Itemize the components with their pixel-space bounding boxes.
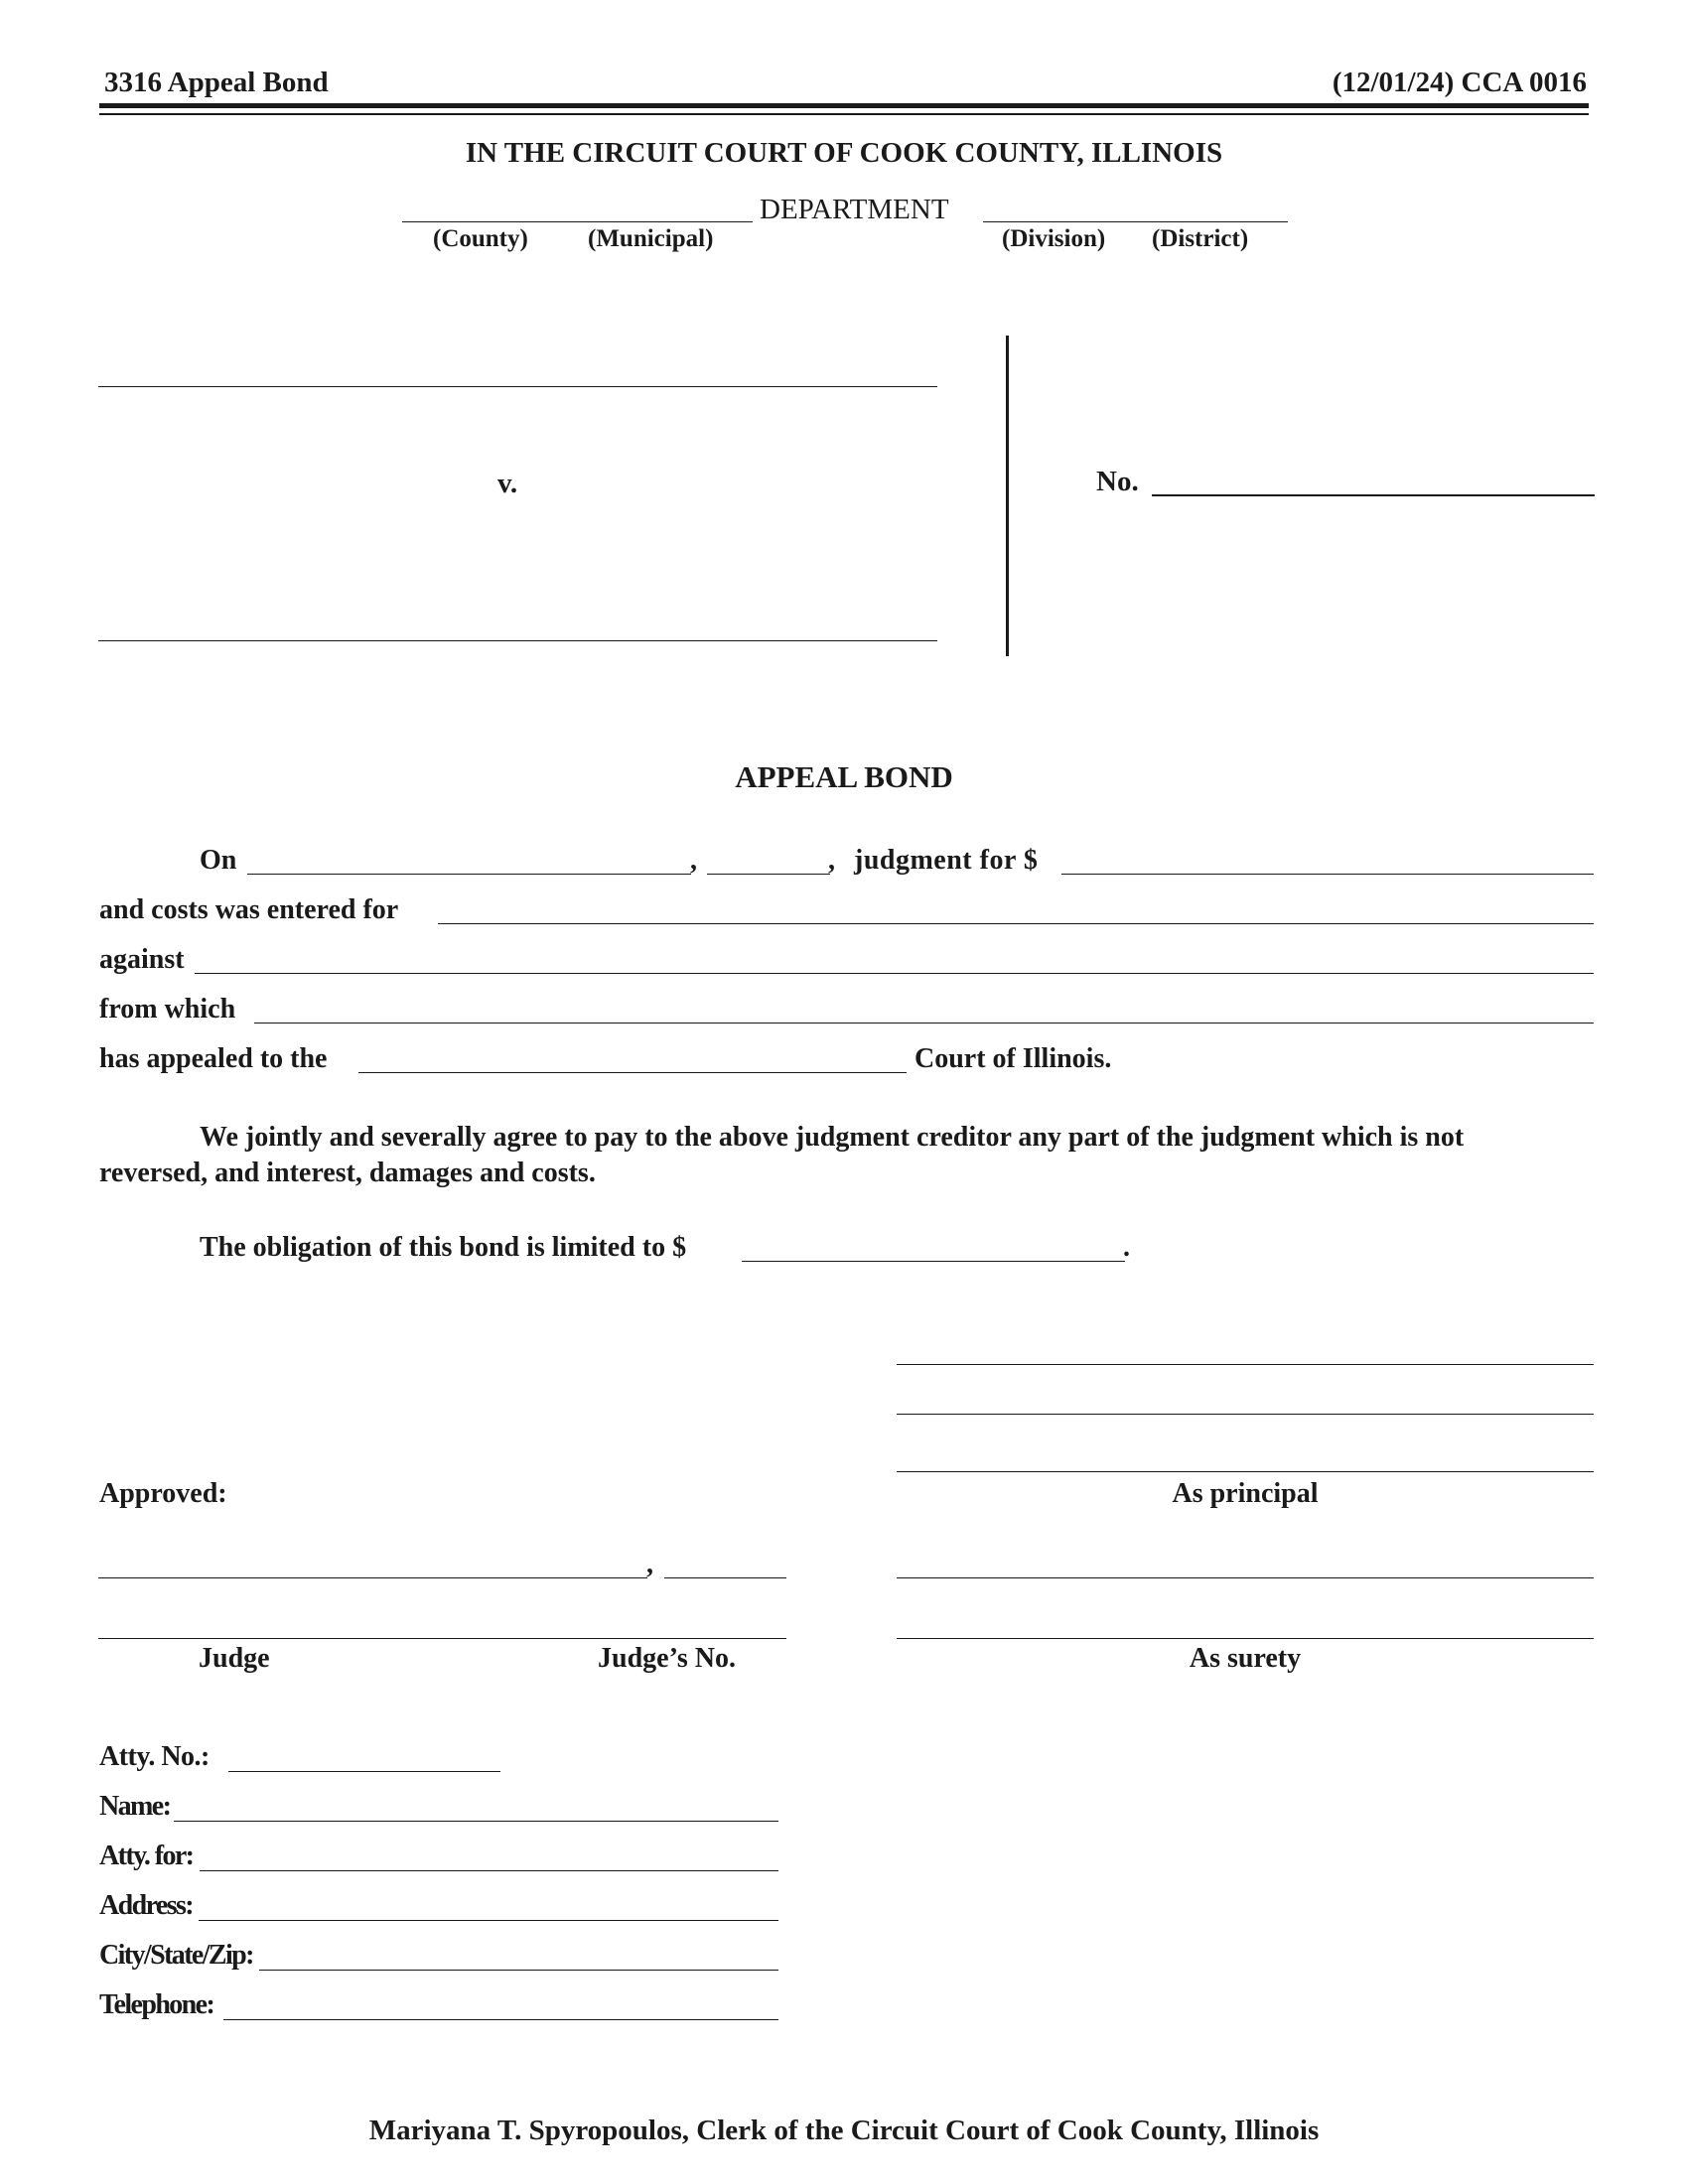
against-field[interactable] [195, 973, 1594, 974]
plaintiff-field[interactable] [98, 386, 937, 387]
principal-line-1[interactable] [897, 1364, 1594, 1365]
municipal-label: (Municipal) [588, 225, 714, 252]
date-comma: , [690, 845, 697, 876]
telephone-label: Telephone: [99, 1989, 214, 2020]
judge-name-no-field[interactable] [98, 1638, 786, 1639]
county-label: (County) [433, 225, 528, 252]
surety-line-2[interactable] [897, 1638, 1594, 1639]
form-title: 3316 Appeal Bond [104, 67, 329, 98]
from-which-label: from which [99, 994, 236, 1024]
from-which-field[interactable] [254, 1023, 1594, 1024]
case-no-label: No. [1096, 466, 1139, 497]
appellate-court-field[interactable] [358, 1072, 907, 1073]
clerk-footer: Mariyana T. Spyropoulos, Clerk of the Circuit Court of Cook County, Illinois [368, 2115, 1320, 2146]
atty-for-label: Atty. for: [99, 1841, 194, 1871]
versus-label: v. [497, 468, 518, 499]
name-label: Name: [99, 1791, 171, 1822]
telephone-field[interactable] [223, 2019, 778, 2020]
principal-line-3[interactable] [897, 1471, 1594, 1472]
court-title: IN THE CIRCUIT COURT OF COOK COUNTY, ILLINOIS [465, 137, 1223, 169]
against-label: against [99, 944, 185, 975]
agreement-line-1: We jointly and severally agree to pay to the above judgment creditor any part of the judgment which is not [200, 1122, 1465, 1153]
address-field[interactable] [199, 1920, 778, 1921]
judgment-for-label: judgment for $ [854, 845, 1039, 876]
principal-label: As principal [1172, 1478, 1319, 1509]
header-rule-thin [99, 113, 1589, 115]
entered-for-field[interactable] [438, 923, 1594, 924]
judgment-year-field[interactable] [707, 874, 830, 875]
division-district-field[interactable] [983, 221, 1288, 222]
judge-signature-field[interactable] [98, 1577, 647, 1578]
form-code: (12/01/24) CCA 0016 [1332, 67, 1587, 98]
obligation-label: The obligation of this bond is limited to $ [200, 1232, 687, 1263]
judge-comma: , [646, 1549, 653, 1579]
caption-divider [1006, 336, 1009, 656]
principal-line-2[interactable] [897, 1414, 1594, 1415]
county-municipal-field[interactable] [402, 221, 753, 222]
address-label: Address: [99, 1890, 194, 1921]
agreement-line-2: reversed, and interest, damages and costs. [99, 1158, 596, 1188]
document-title: APPEAL BOND [735, 759, 953, 794]
judgment-date-field[interactable] [247, 874, 691, 875]
on-label: On [200, 845, 237, 876]
obligation-period: . [1123, 1232, 1130, 1263]
appealed-label: has appealed to the [99, 1043, 328, 1074]
atty-no-field[interactable] [228, 1771, 500, 1772]
costs-entered-label: and costs was entered for [99, 894, 399, 925]
surety-line-1[interactable] [897, 1577, 1594, 1578]
approved-label: Approved: [99, 1478, 227, 1509]
judge-date-field[interactable] [664, 1577, 786, 1578]
judgment-amount-field[interactable] [1061, 874, 1594, 875]
atty-for-field[interactable] [200, 1870, 778, 1871]
surety-label: As surety [1189, 1643, 1302, 1674]
name-field[interactable] [174, 1821, 778, 1822]
case-no-field[interactable] [1152, 494, 1595, 496]
city-state-zip-field[interactable] [259, 1970, 778, 1971]
department-label: DEPARTMENT [760, 194, 949, 225]
defendant-field[interactable] [98, 640, 937, 641]
header-rule-thick [99, 103, 1589, 108]
atty-no-label: Atty. No.: [99, 1741, 210, 1772]
year-comma: , [828, 845, 835, 876]
judge-label: Judge [199, 1643, 270, 1674]
court-suffix-label: Court of Illinois. [914, 1043, 1112, 1074]
judge-no-label: Judge’s No. [598, 1643, 736, 1674]
obligation-amount-field[interactable] [742, 1261, 1125, 1262]
district-label: (District) [1152, 225, 1249, 252]
city-state-zip-label: City/State/Zip: [99, 1940, 253, 1971]
division-label: (Division) [1002, 225, 1106, 252]
